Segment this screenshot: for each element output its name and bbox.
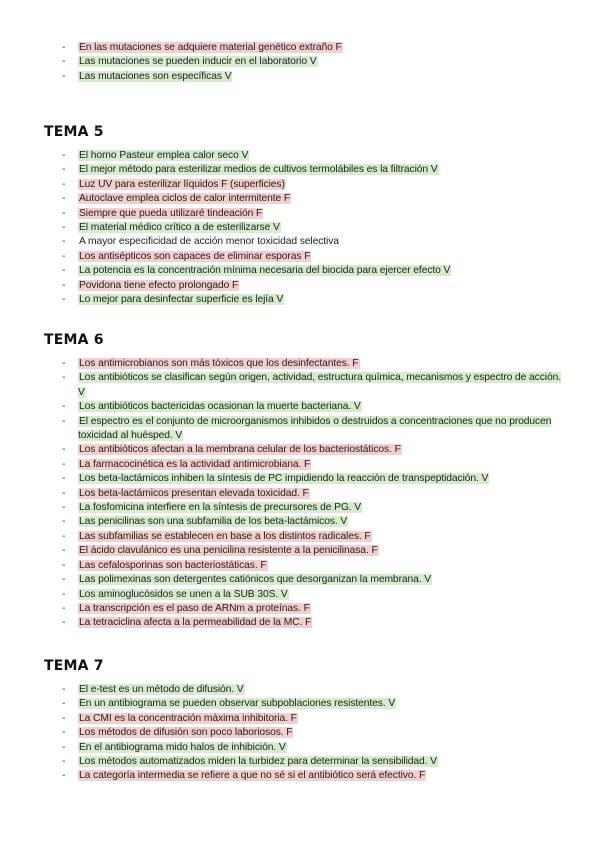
statement-item bbox=[0, 616, 600, 630]
statement-text: Povidona tiene efecto prolongado F bbox=[79, 279, 239, 291]
bullet-dash: - bbox=[62, 222, 66, 234]
statement-text: En las mutaciones se adquiere material genético extraño F bbox=[79, 42, 342, 53]
statement-item bbox=[0, 149, 600, 163]
bullet-dash: - bbox=[62, 698, 66, 710]
statement-text: Los aminoglucósidos se unen a la SUB 30S. V bbox=[79, 588, 288, 600]
statement-item bbox=[0, 443, 600, 457]
statement-text: El ácido clavulánico es una penicilina resistente a la penicilinasa. F bbox=[79, 545, 378, 557]
statement-text: Las cefalosporinas son bacteriostáticas. F bbox=[79, 559, 267, 571]
statement-item bbox=[0, 41, 600, 55]
statement-text: Los métodos automatizados miden la turbidez para determinar la sensibilidad. V bbox=[79, 756, 437, 768]
statement-item bbox=[0, 250, 600, 264]
statement-item bbox=[0, 70, 600, 84]
statement-text: Los métodos de difusión son poco laboriosos. F bbox=[79, 727, 293, 739]
bullet-dash: - bbox=[62, 770, 66, 782]
bullet-dash: - bbox=[62, 727, 66, 739]
statement-item bbox=[0, 573, 600, 587]
statement-text: Los antibióticos afectan a la membrana celular de los bacteriostáticos. F bbox=[79, 444, 401, 456]
statement-item bbox=[0, 207, 600, 221]
bullet-dash: - bbox=[62, 574, 66, 586]
bullet-dash: - bbox=[62, 741, 66, 753]
statement-item bbox=[0, 712, 600, 726]
bullet-dash: - bbox=[62, 294, 66, 306]
statement-text: Los antimicrobianos son más tóxicos que los desinfectantes. F bbox=[79, 358, 359, 369]
statement-item bbox=[0, 458, 600, 472]
statement-text: La CMI es la concentración máxima inhibitoria. F bbox=[79, 712, 297, 724]
statement-text: La categoría intermedia se refiere a que no sé si el antibiótico será efectivo. F bbox=[79, 770, 426, 782]
statement-text: Las polimexinas son detergentes catiónicos que desorganizan la membrana. V bbox=[79, 574, 432, 586]
bullet-dash: - bbox=[62, 545, 66, 557]
statement-text: Los beta-lactámicos inhiben la síntesis de PC impidiendo la reacción de transpeptidación. V bbox=[79, 473, 489, 485]
bullet-dash: - bbox=[62, 164, 66, 176]
bullet-dash: - bbox=[62, 502, 66, 514]
statement-text: Los antibióticos se clasifican según origen, actividad, estructura química, mecanismos y espectro de acción. V bbox=[78, 372, 561, 398]
bullet-dash: - bbox=[62, 684, 66, 695]
bullet-dash: - bbox=[62, 193, 66, 205]
statement-text: La transcripción es el paso de ARNm a proteínas. F bbox=[79, 602, 310, 614]
statement-item bbox=[0, 55, 600, 69]
statement-item bbox=[0, 769, 600, 783]
bullet-dash: - bbox=[62, 756, 66, 768]
statement-text: Los antisépticos son capaces de eliminar esporas F bbox=[79, 250, 311, 262]
statement-text: Las subfamilias se establecen en base a los distintos radicales. F bbox=[79, 530, 371, 542]
statement-text: El horno Pasteur emplea calor seco V bbox=[79, 150, 249, 161]
section-heading: TEMA 7 bbox=[44, 658, 104, 674]
bullet-dash: - bbox=[62, 236, 66, 248]
bullet-dash: - bbox=[62, 279, 66, 291]
bullet-dash: - bbox=[62, 530, 66, 542]
statement-text: Siempre que pueda utilizaré tindeación F bbox=[79, 207, 263, 219]
bullet-dash: - bbox=[62, 487, 66, 499]
statement-item bbox=[0, 559, 600, 573]
statement-item bbox=[0, 192, 600, 206]
statement-text: La tetraciclina afecta a la permeabilidad de la MC. F bbox=[79, 617, 312, 629]
statement-list bbox=[0, 149, 600, 307]
statement-text: Las mutaciones son específicas V bbox=[79, 70, 232, 82]
statement-item bbox=[0, 741, 600, 755]
statement-text: La farmacocinética es la actividad antimicrobiana. F bbox=[79, 458, 311, 470]
statement-item bbox=[0, 235, 600, 249]
statement-text: Los antibióticos bactericidas ocasionan la muerte bacteriana. V bbox=[79, 401, 361, 413]
bullet-dash: - bbox=[62, 372, 66, 384]
statement-item bbox=[0, 472, 600, 486]
statement-item bbox=[0, 221, 600, 235]
statement-text: Las penicilinas son una subfamilia de los beta-lactámicos. V bbox=[79, 516, 348, 528]
statement-item bbox=[0, 415, 600, 444]
statement-item bbox=[0, 501, 600, 515]
statement-item bbox=[0, 279, 600, 293]
statement-text: La fosfomicina interfiere en la síntesis de precursores de PG. V bbox=[79, 502, 362, 514]
bullet-dash: - bbox=[62, 602, 66, 614]
section-heading: TEMA 5 bbox=[44, 124, 104, 140]
statement-item bbox=[0, 400, 600, 414]
statement-item bbox=[0, 588, 600, 602]
statement-text: El material médico crítico a de esterilizarse V bbox=[79, 222, 280, 234]
bullet-dash: - bbox=[62, 712, 66, 724]
statement-text: El e-test es un método de difusión. V bbox=[79, 684, 244, 695]
statement-text: Luz UV para esterilizar líquidos F (superficies) bbox=[79, 178, 285, 190]
statement-list bbox=[0, 41, 600, 84]
statement-text: Las mutaciones se pueden inducir en el laboratorio V bbox=[79, 56, 317, 68]
bullet-dash: - bbox=[62, 70, 66, 82]
statement-item bbox=[0, 726, 600, 740]
statement-text: Los beta-lactámicos presentan elevada toxicidad. F bbox=[79, 487, 309, 499]
statement-list bbox=[0, 357, 600, 631]
bullet-dash: - bbox=[62, 178, 66, 190]
statement-item bbox=[0, 755, 600, 769]
bullet-dash: - bbox=[62, 516, 66, 528]
bullet-dash: - bbox=[62, 458, 66, 470]
bullet-dash: - bbox=[62, 415, 66, 427]
bullet-dash: - bbox=[62, 265, 66, 277]
statement-text: Lo mejor para desinfectar superficie es lejía V bbox=[79, 294, 284, 306]
bullet-dash: - bbox=[62, 42, 66, 53]
statement-text: A mayor especificidad de acción menor toxicidad selectiva bbox=[79, 236, 339, 248]
statement-text: En el antibiograma mido halos de inhibición. V bbox=[79, 741, 286, 753]
bullet-dash: - bbox=[62, 207, 66, 219]
statement-item bbox=[0, 602, 600, 616]
statement-item bbox=[0, 163, 600, 177]
statement-item bbox=[0, 357, 600, 371]
bullet-dash: - bbox=[62, 588, 66, 600]
statement-list bbox=[0, 683, 600, 784]
bullet-dash: - bbox=[62, 250, 66, 262]
bullet-dash: - bbox=[62, 617, 66, 629]
statement-item bbox=[0, 530, 600, 544]
statement-item bbox=[0, 697, 600, 711]
statement-item bbox=[0, 264, 600, 278]
statement-text: El mejor método para esterilizar medios de cultivos termolábiles es la filtración V bbox=[79, 164, 438, 176]
bullet-dash: - bbox=[62, 473, 66, 485]
statement-item bbox=[0, 371, 600, 400]
statement-text: En un antibiograma se pueden observar subpoblaciones resistentes. V bbox=[79, 698, 396, 710]
statement-item bbox=[0, 683, 600, 697]
statement-item bbox=[0, 487, 600, 501]
statement-item bbox=[0, 544, 600, 558]
bullet-dash: - bbox=[62, 358, 66, 369]
statement-text: Autoclave emplea ciclos de calor intermitente F bbox=[79, 193, 291, 205]
section-heading: TEMA 6 bbox=[44, 332, 104, 348]
statement-item bbox=[0, 178, 600, 192]
statement-item bbox=[0, 515, 600, 529]
bullet-dash: - bbox=[62, 150, 66, 161]
bullet-dash: - bbox=[62, 56, 66, 68]
statement-text: La potencia es la concentración mínima necesaria del biocida para ejercer efecto V bbox=[79, 265, 451, 277]
statement-item bbox=[0, 293, 600, 307]
bullet-dash: - bbox=[62, 559, 66, 571]
statement-text: El espectro es el conjunto de microorganismos inhibidos o destruidos a concentraciones que no producen toxicidad al huésped. V bbox=[78, 415, 552, 442]
bullet-dash: - bbox=[62, 401, 66, 413]
bullet-dash: - bbox=[62, 444, 66, 456]
